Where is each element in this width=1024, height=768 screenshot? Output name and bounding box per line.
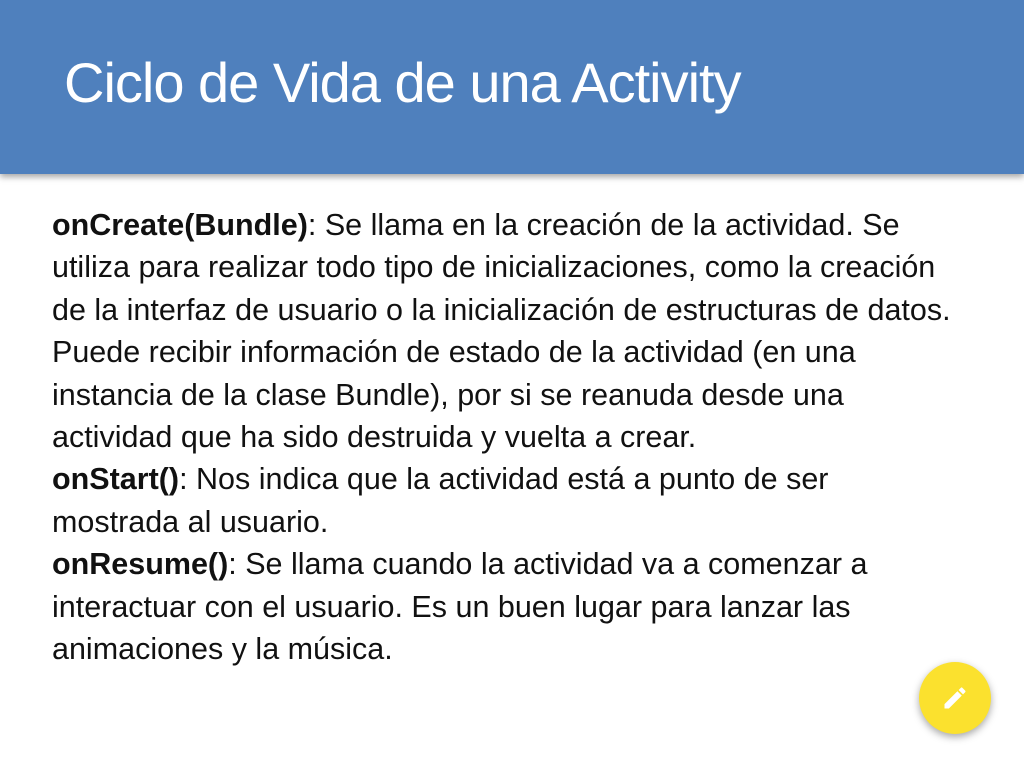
method-name-oncreate: onCreate(Bundle) <box>52 208 308 242</box>
paragraph-onstart <box>52 458 952 543</box>
edit-fab-button[interactable] <box>919 662 991 734</box>
slide-body <box>52 204 952 670</box>
method-name-onstart: onStart() <box>52 462 180 497</box>
paragraph-oncreate <box>52 204 952 458</box>
pencil-icon <box>941 684 969 712</box>
method-description-onresume: : Se llama cuando la actividad va a comenzar a interactuar con el usuario. Es un buen lugar para lanzar las animaciones y la música. <box>52 547 868 667</box>
paragraph-onresume <box>52 543 952 670</box>
method-description-onstart: : Nos indica que la actividad está a punto de ser mostrada al usuario. <box>52 462 829 539</box>
slide-title: Ciclo de Vida de una Activity <box>64 51 741 114</box>
slide-header <box>0 0 1024 174</box>
method-name-onresume: onResume() <box>52 547 229 582</box>
method-description-oncreate: : Se llama en la creación de la actividad. Se utiliza para realizar todo tipo de inicializaciones, como la creación de la interfaz de usuario o la inicialización de estructuras de datos. Puede recibir información de estado de la actividad (en una instancia de la clase Bundle), por si se reanuda desde una actividad que ha sido destruida y vuelta a crear. <box>52 208 951 455</box>
